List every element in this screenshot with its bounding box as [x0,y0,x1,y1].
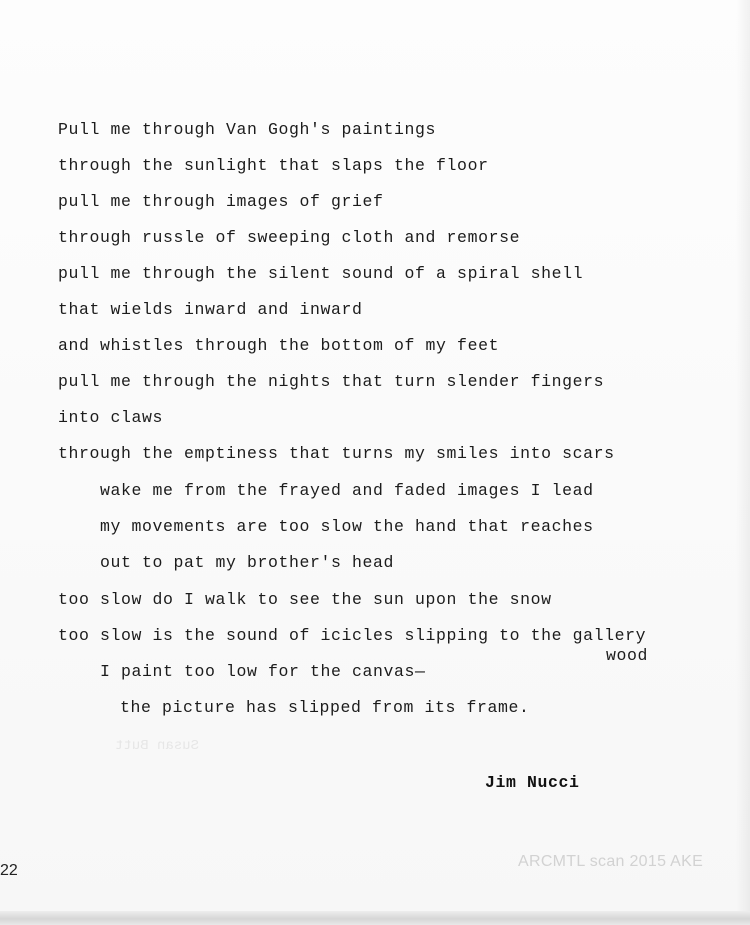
poem-line-5: pull me through the silent sound of a spiral shell [58,264,584,283]
poem-line-10: through the emptiness that turns my smiles into scars [58,444,615,463]
poem-line-12: my movements are too slow the hand that reaches [100,517,594,536]
poem-line-6: that wields inward and inward [58,300,363,319]
poem-line-11: wake me from the frayed and faded images I lead [100,481,594,500]
page-bottom-edge [0,911,750,925]
poem-line-15-overflow: wood [606,646,649,665]
poem-line-16: I paint too low for the canvas— [100,662,426,681]
page-number: 22 [0,862,18,879]
page-edge-shadow [736,0,750,925]
scan-watermark: ARCMTL scan 2015 AKE [518,853,704,870]
poem-line-2: through the sunlight that slaps the floor [58,156,489,175]
poem-line-9: into claws [58,408,164,427]
poem-line-15: too slow is the sound of icicles slipping to the gallery [58,626,647,645]
author-signature: Jim Nucci [485,773,580,792]
show-through-ghost: Susan Butt [115,738,200,754]
poem-line-7: and whistles through the bottom of my feet [58,336,500,355]
poem-line-17: the picture has slipped from its frame. [120,698,530,717]
poem-line-8: pull me through the nights that turn slender fingers [58,372,605,391]
poem-line-3: pull me through images of grief [58,192,384,211]
poem-line-14: too slow do I walk to see the sun upon the snow [58,590,552,609]
poem-line-4: through russle of sweeping cloth and remorse [58,228,521,247]
poem-line-1: Pull me through Van Gogh's paintings [58,120,437,139]
poem-line-13: out to pat my brother's head [100,553,395,572]
